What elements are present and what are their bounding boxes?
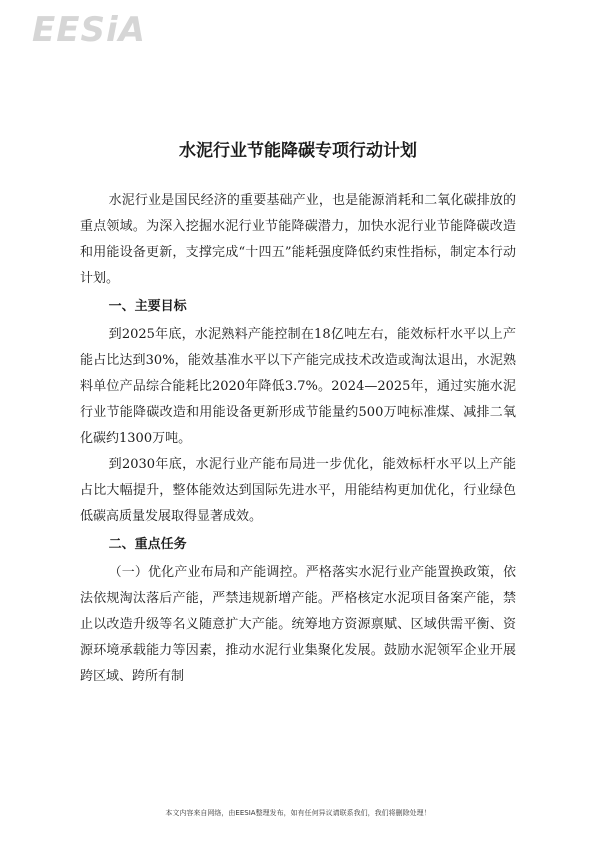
intro-paragraph: 水泥行业是国民经济的重要基础产业，也是能源消耗和二氧化碳排放的重点领域。为深入挖掘水泥行业节能降碳潜力，加快水泥行业节能降碳改造和用能设备更新，支撑完成“十四五”能耗强度降低约束性指标，制定本行动计划。 [80,193,516,286]
document-title: 水泥行业节能降碳专项行动计划 [179,141,417,161]
goals-paragraph-2030: 到2030年底，水泥行业产能布局进一步优化，能效标杆水平以上产能占比大幅提升，整体能效达到国际先进水平，用能结构更加优化，行业绿色低碳高质量发展取得显著成效。 [80,457,516,524]
goals-paragraph-2025: 到2025年底，水泥熟料产能控制在18亿吨左右，能效标杆水平以上产能占比达到30%，能效基准水平以下产能完成技术改造或淘汰退出，水泥熟料单位产品综合能耗比2020年降低3.7%。2024—2025年，通过实施水泥行业节能降碳改造和用能设备更新形成节能量约500万吨标准煤、减排二氧化碳约1300万吨。 [80,327,516,446]
document-body [80,188,516,690]
footer-notice: 本文内容来自网络，由EESIA整理发布，如有任何异议请联系我们，我们将删除处理！ [165,809,431,817]
tasks-paragraph-1: （一）优化产业布局和产能调控。严格落实水泥行业产能置换政策，依法依规淘汰落后产能，严禁违规新增产能。严格核定水泥项目备案产能，禁止以改造升级等名义随意扩大产能。统筹地方资源禀赋、区域供需平衡、资源环境承载能力等因素，推动水泥行业集聚化发展。鼓励水泥领军企业开展跨区域、跨所有制 [80,565,516,684]
section-heading-goals: 一、主要目标 [108,299,187,314]
section-heading-tasks: 二、重点任务 [108,537,187,552]
eesia-logo: EESiA [32,10,146,50]
